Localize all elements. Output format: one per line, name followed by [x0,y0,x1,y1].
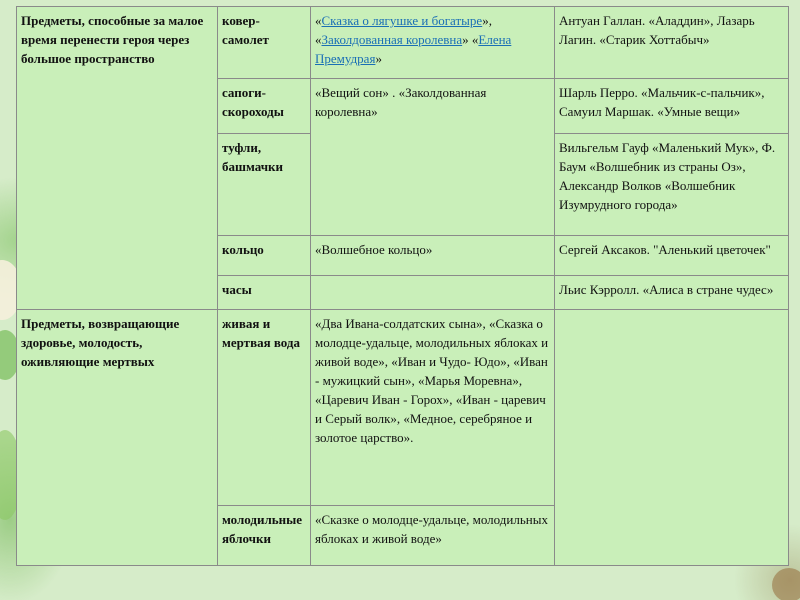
works-cell [311,7,555,79]
authors-cell: Льис Кэрролл. «Алиса в стране чудес» [555,276,789,310]
object-cell: молодильные яблочки [218,506,311,566]
works-text: » « [462,32,479,47]
tale-link-enchanted-princess[interactable]: Заколдованная королевна [321,32,463,47]
magic-objects-table [16,6,789,566]
authors-cell: Вильгельм Гауф «Маленький Мук», Ф. Баум «Волшебник из страны Оз», Александр Волков «Волшебник Изумрудного города» [555,134,789,236]
category-cell: Предметы, возвращающие здоровье, молодость, оживляющие мертвых [17,310,218,566]
background-decoration [772,568,800,600]
object-cell: живая и мертвая вода [218,310,311,506]
works-cell: «Два Ивана-солдатских сына», «Сказка о молодце-удальце, молодильных яблоках и живой воде», «Иван и Чудо- Юдо», «Иван - мужицкий сын», «Марья Моревна», «Царевич Иван - Горох», «Иван - царевич и Серый волк», «Медное, серебряное и золотое царство». [311,310,555,506]
works-text: », « [315,13,492,47]
works-cell: «Сказке о молодце-удальце, молодильных яблоках и живой воде» [311,506,555,566]
authors-cell: Антуан Галлан. «Аладдин», Лазарь Лагин. «Старик Хоттабыч» [555,7,789,79]
object-cell: сапоги-скороходы [218,79,311,134]
tale-link-elena-the-wise[interactable]: Елена Премудрая [315,32,512,66]
object-cell: часы [218,276,311,310]
category-cell: Предметы, способные за малое время перенести героя через большое пространство [17,7,218,310]
works-text: « [315,13,322,28]
object-cell: кольцо [218,236,311,276]
authors-cell [555,310,789,566]
table-row [17,310,789,506]
works-cell [311,276,555,310]
works-cell: «Волшебное кольцо» [311,236,555,276]
tale-link-frog-bogatyr[interactable]: Сказка о лягушке и богатыре [321,13,483,28]
works-cell: «Вещий сон» . «Заколдованная королевна» [311,79,555,236]
authors-cell: Сергей Аксаков. "Аленький цветочек" [555,236,789,276]
object-cell: ковер-самолет [218,7,311,79]
authors-cell: Шарль Перро. «Мальчик-с-пальчик», Самуил Маршак. «Умные вещи» [555,79,789,134]
object-cell: туфли, башмачки [218,134,311,236]
works-text: » [375,51,382,66]
table-row [17,7,789,79]
